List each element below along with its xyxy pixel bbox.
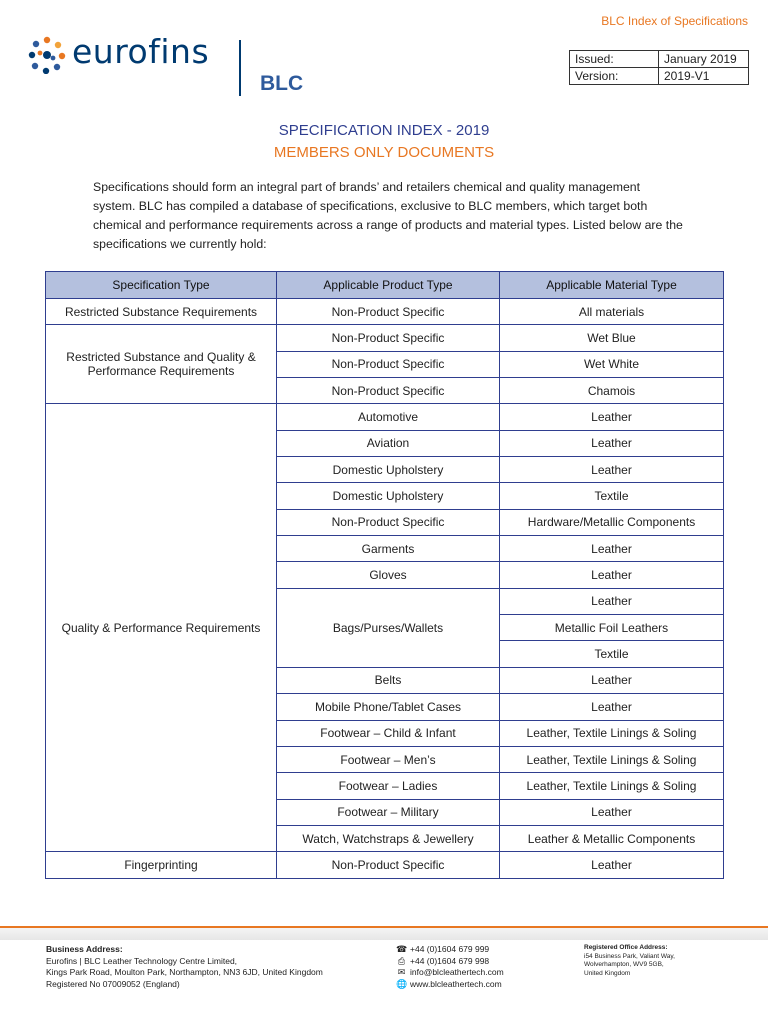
product-type-cell: Non-Product Specific: [277, 378, 500, 404]
issued-value: January 2019: [659, 51, 749, 68]
footer-divider: [0, 926, 768, 940]
product-type-cell: Bags/Purses/Wallets: [277, 588, 500, 667]
registered-office-line: i54 Business Park, Valiant Way,: [584, 952, 675, 960]
product-type-cell: Non-Product Specific: [277, 509, 500, 535]
product-type-cell: Mobile Phone/Tablet Cases: [277, 694, 500, 720]
material-type-cell: Wet Blue: [500, 325, 724, 351]
logo-wordmark: eurofins: [72, 32, 210, 71]
column-header-material-type: Applicable Material Type: [500, 272, 724, 299]
table-row: [46, 325, 724, 351]
document-subtitle: MEMBERS ONLY DOCUMENTS: [273, 144, 495, 161]
material-type-cell: Leather: [500, 457, 724, 483]
address-line: Registered No 07009052 (England): [46, 978, 180, 989]
logo-subbrand: BLC: [260, 72, 304, 95]
product-type-cell: Belts: [277, 667, 500, 693]
issued-row: [570, 51, 749, 68]
product-type-cell: Garments: [277, 536, 500, 562]
registered-office-line: Wolverhampton, WV9 5GB,: [584, 961, 664, 968]
material-type-cell: Leather: [500, 562, 724, 588]
issued-label: Issued:: [570, 51, 659, 68]
contact-details: [396, 944, 504, 990]
email-icon: ✉: [397, 967, 406, 977]
specification-table: [45, 271, 724, 879]
spec-type-cell: Restricted Substance Requirements: [46, 299, 277, 325]
intro-paragraph: Specifications should form an integral part of brands’ and retailers chemical and quality management system. BLC has compiled a database of specifications, exclusive to BLC members, which target both chemical and performance requirements across a range of products and material types. Listed below are the specifications we currently hold:: [93, 180, 683, 251]
material-type-cell: Leather, Textile Linings & Soling: [500, 720, 724, 746]
registered-office: [584, 944, 675, 978]
registered-office-line: United Kingdom: [584, 969, 631, 977]
material-type-cell: Leather, Textile Linings & Soling: [500, 773, 724, 799]
material-type-cell: Leather: [500, 588, 724, 614]
material-type-cell: Leather: [500, 430, 724, 456]
product-type-cell: Non-Product Specific: [277, 299, 500, 325]
material-type-cell: Leather: [500, 536, 724, 562]
eurofins-logo: [28, 32, 328, 102]
material-type-cell: Leather, Textile Linings & Soling: [500, 746, 724, 772]
material-type-cell: Hardware/Metallic Components: [500, 509, 724, 535]
product-type-cell: Gloves: [277, 562, 500, 588]
material-type-cell: Wet White: [500, 351, 724, 377]
product-type-cell: Watch, Watchstraps & Jewellery: [277, 825, 500, 851]
table-row: [46, 404, 724, 430]
material-type-cell: Leather: [500, 852, 724, 878]
product-type-cell: Non-Product Specific: [277, 325, 500, 351]
column-header-product-type: Applicable Product Type: [277, 272, 500, 299]
column-header-spec-type: Specification Type: [46, 272, 277, 299]
material-type-cell: Textile: [500, 641, 724, 667]
product-type-cell: Non-Product Specific: [277, 852, 500, 878]
version-value: 2019-V1: [659, 68, 749, 85]
page-footer: [0, 944, 768, 1024]
address-line: Eurofins | BLC Leather Technology Centre Limited,: [46, 955, 238, 966]
address-line: Kings Park Road, Moulton Park, Northampton, NN3 6JD, United Kingdom: [46, 967, 323, 977]
website-link[interactable]: www.blcleathertech.com: [410, 978, 502, 989]
logo-divider: [239, 40, 241, 96]
product-type-cell: Domestic Upholstery: [277, 483, 500, 509]
document-meta-table: [569, 50, 749, 85]
material-type-cell: Chamois: [500, 378, 724, 404]
product-type-cell: Domestic Upholstery: [277, 457, 500, 483]
product-type-cell: Footwear – Child & Infant: [277, 720, 500, 746]
phone-number[interactable]: +44 (0)1604 679 999: [410, 944, 490, 954]
globe-icon: 🌐: [396, 978, 408, 989]
fax-icon: ⎙: [397, 955, 406, 966]
eurofins-logo-mark: [28, 36, 66, 74]
product-type-cell: Aviation: [277, 430, 500, 456]
product-type-cell: Footwear – Ladies: [277, 773, 500, 799]
table-row: [46, 852, 724, 878]
product-type-cell: Footwear – Military: [277, 799, 500, 825]
document-header-label: BLC Index of Specifications: [601, 14, 748, 28]
spec-type-cell: Fingerprinting: [46, 852, 277, 878]
material-type-cell: Leather: [500, 799, 724, 825]
business-address-label: Business Address:: [46, 944, 123, 954]
product-type-cell: Automotive: [277, 404, 500, 430]
phone-icon: ☎: [396, 944, 408, 954]
product-type-cell: Footwear – Men’s: [277, 746, 500, 772]
material-type-cell: Leather & Metallic Components: [500, 825, 724, 851]
spec-type-cell: Quality & Performance Requirements: [46, 404, 277, 852]
material-type-cell: Textile: [500, 483, 724, 509]
document-title: SPECIFICATION INDEX - 2019: [278, 122, 490, 139]
table-header-row: [46, 272, 724, 299]
version-label: Version:: [570, 68, 659, 85]
product-type-cell: Non-Product Specific: [277, 351, 500, 377]
fax-number: +44 (0)1604 679 998: [410, 955, 490, 966]
material-type-cell: All materials: [500, 299, 724, 325]
table-row: [46, 299, 724, 325]
spec-type-cell: Restricted Substance and Quality & Performance Requirements: [46, 325, 277, 404]
email-link[interactable]: info@blcleathertech.com: [410, 967, 504, 977]
material-type-cell: Leather: [500, 667, 724, 693]
version-row: [570, 68, 749, 85]
material-type-cell: Leather: [500, 404, 724, 430]
material-type-cell: Leather: [500, 694, 724, 720]
material-type-cell: Metallic Foil Leathers: [500, 615, 724, 641]
business-address: [46, 944, 323, 990]
registered-office-label: Registered Office Address:: [584, 944, 668, 951]
